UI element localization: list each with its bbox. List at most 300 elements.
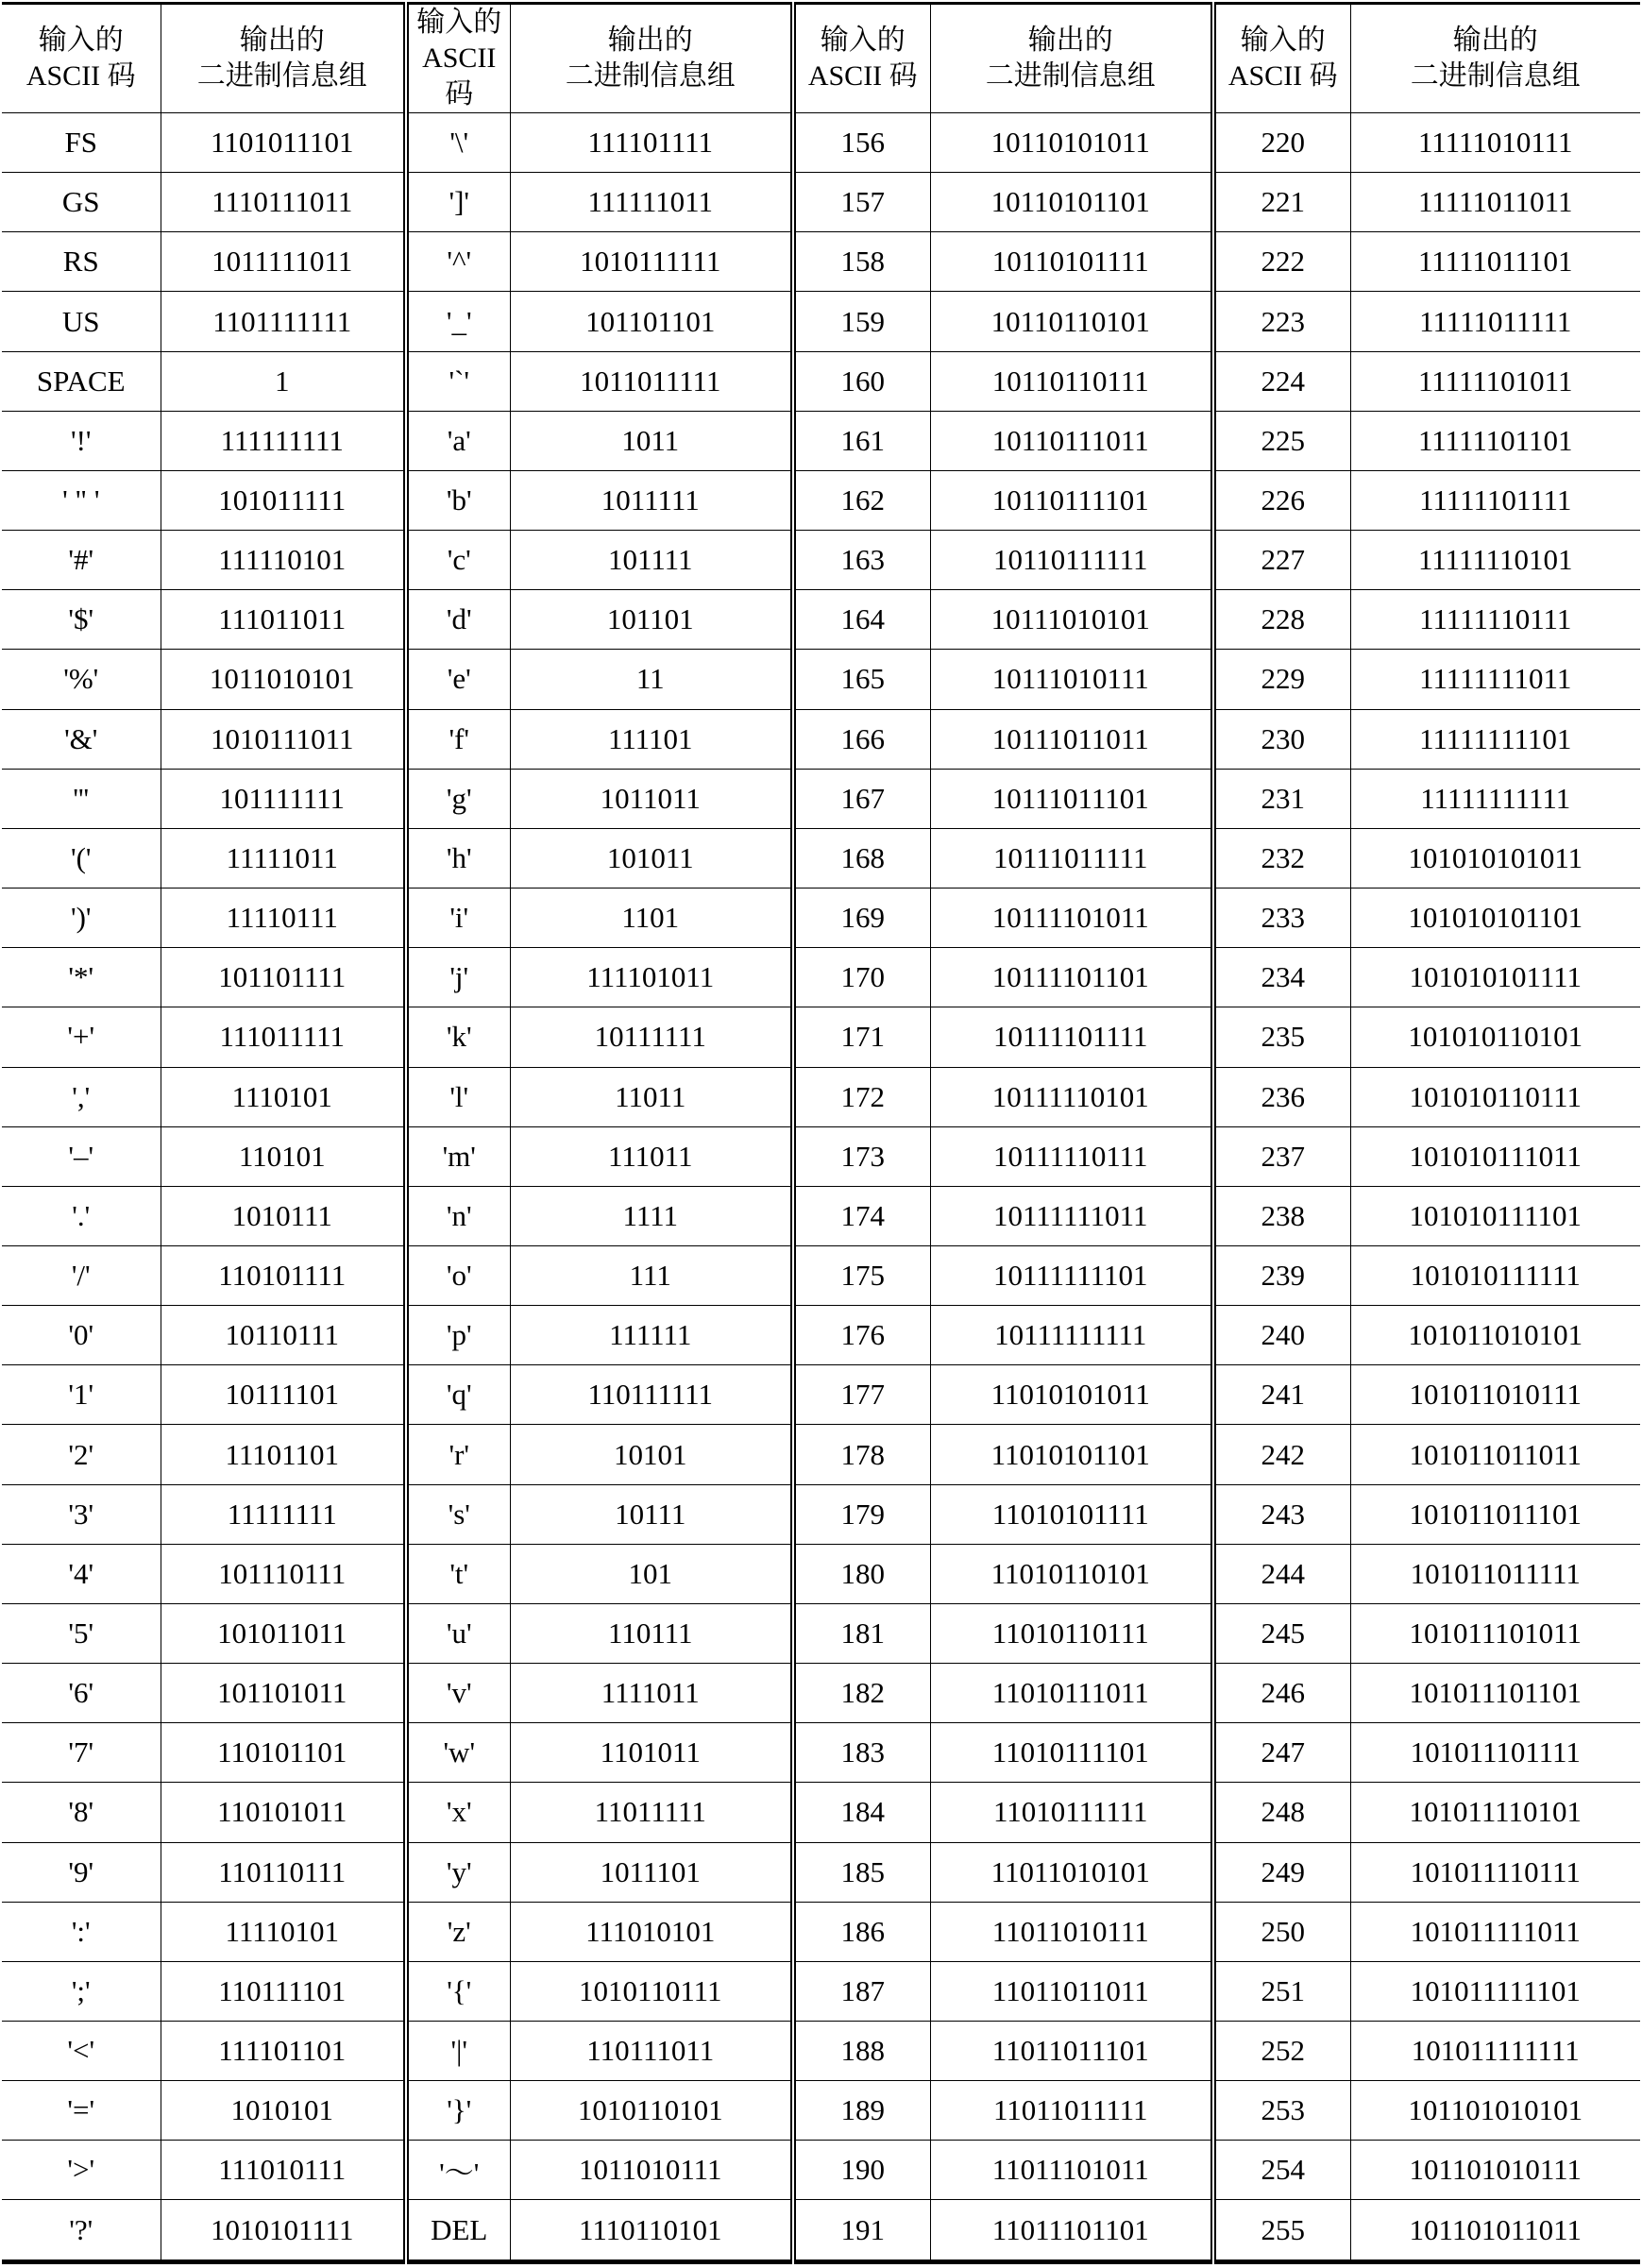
input-code-cell: 169 xyxy=(793,889,930,948)
table-row xyxy=(2,232,1640,292)
binary-group-cell: 101011010101 xyxy=(1350,1306,1640,1365)
input-code-cell: 158 xyxy=(793,232,930,292)
binary-group-cell: 101011110111 xyxy=(1350,1842,1640,1902)
binary-group-cell: 110101 xyxy=(161,1126,406,1186)
input-code-cell: '&' xyxy=(2,709,161,769)
input-code-cell: 235 xyxy=(1213,1007,1350,1067)
input-code-cell: 181 xyxy=(793,1603,930,1663)
input-code-cell: 182 xyxy=(793,1664,930,1723)
binary-group-cell: 111111 xyxy=(510,1306,793,1365)
binary-group-cell: 11111101111 xyxy=(1350,470,1640,530)
binary-group-cell: 110110111 xyxy=(161,1842,406,1902)
binary-group-cell: 11111111111 xyxy=(1350,769,1640,828)
table-row xyxy=(2,1664,1640,1723)
input-code-cell: 'a' xyxy=(406,411,510,470)
binary-group-cell: 11011101011 xyxy=(930,2141,1213,2200)
input-code-cell: US xyxy=(2,292,161,351)
input-code-cell: 225 xyxy=(1213,411,1350,470)
input-code-cell: 162 xyxy=(793,470,930,530)
binary-group-cell: 11010111101 xyxy=(930,1723,1213,1783)
binary-group-cell: 101011011 xyxy=(161,1603,406,1663)
input-code-cell: 180 xyxy=(793,1544,930,1603)
input-code-cell: 226 xyxy=(1213,470,1350,530)
header-line-1: 输入的 xyxy=(416,7,502,38)
binary-group-cell: 11010110111 xyxy=(930,1603,1213,1663)
binary-group-cell: 111101 xyxy=(510,709,793,769)
input-code-cell: 157 xyxy=(793,173,930,232)
binary-group-cell: 1010101 xyxy=(161,2081,406,2141)
binary-group-cell: 10111111101 xyxy=(930,1245,1213,1305)
input-code-cell: ';' xyxy=(2,1961,161,2021)
binary-group-cell: 101011 xyxy=(510,828,793,888)
input-code-cell: 160 xyxy=(793,351,930,411)
output-binary-header xyxy=(930,4,1213,113)
input-code-cell: ')' xyxy=(2,889,161,948)
table-row xyxy=(2,1723,1640,1783)
output-binary-header xyxy=(510,4,793,113)
binary-group-cell: 10111111011 xyxy=(930,1186,1213,1245)
input-code-cell: 163 xyxy=(793,531,930,590)
binary-group-cell: 111011011 xyxy=(161,590,406,650)
input-code-cell: '6' xyxy=(2,1664,161,1723)
input-code-cell: 248 xyxy=(1213,1783,1350,1842)
input-code-cell: '0' xyxy=(2,1306,161,1365)
binary-group-cell: 1010111 xyxy=(161,1186,406,1245)
binary-group-cell: 1011111 xyxy=(510,470,793,530)
binary-group-cell: 10111111 xyxy=(510,1007,793,1067)
binary-group-cell: 10111011111 xyxy=(930,828,1213,888)
input-code-cell: 167 xyxy=(793,769,930,828)
input-code-cell: 178 xyxy=(793,1425,930,1484)
input-code-cell: DEL xyxy=(406,2200,510,2262)
input-code-cell: 188 xyxy=(793,2022,930,2081)
binary-group-cell: 10111110101 xyxy=(930,1067,1213,1126)
binary-group-cell: 10110111011 xyxy=(930,411,1213,470)
input-code-cell: 'e' xyxy=(406,650,510,709)
table-body xyxy=(2,113,1640,2262)
input-code-cell: '/' xyxy=(2,1245,161,1305)
input-code-cell: '2' xyxy=(2,1425,161,1484)
binary-group-cell: 11101101 xyxy=(161,1425,406,1484)
input-code-cell: '1' xyxy=(2,1365,161,1425)
binary-group-cell: 101111 xyxy=(510,531,793,590)
binary-group-cell: 11010101011 xyxy=(930,1365,1213,1425)
input-code-cell: 220 xyxy=(1213,113,1350,173)
table-row xyxy=(2,948,1640,1007)
table-row xyxy=(2,1365,1640,1425)
binary-group-cell: 10111110111 xyxy=(930,1126,1213,1186)
input-code-cell: 234 xyxy=(1213,948,1350,1007)
table-row xyxy=(2,828,1640,888)
binary-group-cell: 101011010111 xyxy=(1350,1365,1640,1425)
table-row xyxy=(2,1126,1640,1186)
header-line-2: ASCII 码 xyxy=(422,42,497,110)
input-code-cell: 253 xyxy=(1213,2081,1350,2141)
binary-group-cell: 111010101 xyxy=(510,1902,793,1961)
input-code-cell: 168 xyxy=(793,828,930,888)
binary-group-cell: 10111 xyxy=(510,1484,793,1544)
input-code-cell: 190 xyxy=(793,2141,930,2200)
input-code-cell: 179 xyxy=(793,1484,930,1544)
input-code-cell: 233 xyxy=(1213,889,1350,948)
input-code-cell: ' " ' xyxy=(2,470,161,530)
input-code-cell: 'd' xyxy=(406,590,510,650)
input-code-cell: 164 xyxy=(793,590,930,650)
input-code-cell: '\' xyxy=(406,113,510,173)
binary-group-cell: 11010101111 xyxy=(930,1484,1213,1544)
header-line-2: 二进制信息组 xyxy=(1410,60,1581,92)
binary-group-cell: 10110101011 xyxy=(930,113,1213,173)
binary-group-cell: 11010101101 xyxy=(930,1425,1213,1484)
input-code-cell: 241 xyxy=(1213,1365,1350,1425)
input-code-cell: 'o' xyxy=(406,1245,510,1305)
input-code-cell: 171 xyxy=(793,1007,930,1067)
header-line-1: 输入的 xyxy=(38,25,124,56)
input-code-cell: 'g' xyxy=(406,769,510,828)
table-row xyxy=(2,411,1640,470)
table-row xyxy=(2,1484,1640,1544)
binary-group-cell: 101011011011 xyxy=(1350,1425,1640,1484)
binary-group-cell: 1101111111 xyxy=(161,292,406,351)
input-code-cell: '>' xyxy=(2,2141,161,2200)
input-code-cell: '8' xyxy=(2,1783,161,1842)
header-line-2: 二进制信息组 xyxy=(565,60,736,92)
input-code-cell: '`' xyxy=(406,351,510,411)
binary-group-cell: 1011111011 xyxy=(161,232,406,292)
input-code-cell: ''' xyxy=(2,769,161,828)
input-code-cell: 'x' xyxy=(406,1783,510,1842)
input-code-cell: '}' xyxy=(406,2081,510,2141)
output-binary-header xyxy=(1350,4,1640,113)
binary-group-cell: 10111101011 xyxy=(930,889,1213,948)
input-code-cell: 170 xyxy=(793,948,930,1007)
binary-group-cell: 11111011111 xyxy=(1350,292,1640,351)
binary-group-cell: 101011101111 xyxy=(1350,1723,1640,1783)
input-code-cell: 227 xyxy=(1213,531,1350,590)
binary-group-cell: 110101011 xyxy=(161,1783,406,1842)
binary-group-cell: 11111011101 xyxy=(1350,232,1640,292)
binary-group-cell: 11111101011 xyxy=(1350,351,1640,411)
binary-group-cell: 110111101 xyxy=(161,1961,406,2021)
input-code-cell: 244 xyxy=(1213,1544,1350,1603)
header-line-1: 输出的 xyxy=(1027,25,1113,56)
binary-group-cell: 10111101111 xyxy=(930,1007,1213,1067)
input-code-cell: '?' xyxy=(2,2200,161,2262)
binary-group-cell: 111101111 xyxy=(510,113,793,173)
input-code-cell: 191 xyxy=(793,2200,930,2262)
input-code-cell: 232 xyxy=(1213,828,1350,888)
binary-group-cell: 10110101111 xyxy=(930,232,1213,292)
binary-group-cell: 11011011011 xyxy=(930,1961,1213,2021)
input-code-cell: 159 xyxy=(793,292,930,351)
binary-group-cell: 101011101101 xyxy=(1350,1664,1640,1723)
binary-group-cell: 101010110101 xyxy=(1350,1007,1640,1067)
binary-group-cell: 1011011 xyxy=(510,769,793,828)
binary-group-cell: 101010101111 xyxy=(1350,948,1640,1007)
binary-group-cell: 11010110101 xyxy=(930,1544,1213,1603)
binary-group-cell: 1101 xyxy=(510,889,793,948)
binary-group-cell: 11110111 xyxy=(161,889,406,948)
input-code-cell: 239 xyxy=(1213,1245,1350,1305)
binary-group-cell: 1101011101 xyxy=(161,113,406,173)
table-row xyxy=(2,1544,1640,1603)
input-code-cell: 187 xyxy=(793,1961,930,2021)
input-code-cell: 237 xyxy=(1213,1126,1350,1186)
input-code-cell: ']' xyxy=(406,173,510,232)
binary-group-cell: 11 xyxy=(510,650,793,709)
input-code-cell: '^' xyxy=(406,232,510,292)
table-row xyxy=(2,2200,1640,2262)
binary-group-cell: 101010110111 xyxy=(1350,1067,1640,1126)
binary-group-cell: 101010111111 xyxy=(1350,1245,1640,1305)
binary-group-cell: 10110111101 xyxy=(930,470,1213,530)
binary-group-cell: 1010110101 xyxy=(510,2081,793,2141)
binary-group-cell: 11111011 xyxy=(161,828,406,888)
header-line-1: 输出的 xyxy=(607,25,693,56)
input-code-cell: 222 xyxy=(1213,232,1350,292)
binary-group-cell: 101101010101 xyxy=(1350,2081,1640,2141)
table-row xyxy=(2,470,1640,530)
binary-group-cell: 10110111 xyxy=(161,1306,406,1365)
header-line-1: 输出的 xyxy=(239,25,325,56)
binary-group-cell: 111110101 xyxy=(161,531,406,590)
binary-group-cell: 10111010111 xyxy=(930,650,1213,709)
table-row xyxy=(2,1186,1640,1245)
binary-group-cell: 1101011 xyxy=(510,1723,793,1783)
binary-group-cell: 11111111101 xyxy=(1350,709,1640,769)
table-row xyxy=(2,1783,1640,1842)
binary-group-cell: 101101101 xyxy=(510,292,793,351)
table-row xyxy=(2,650,1640,709)
input-code-cell: 'm' xyxy=(406,1126,510,1186)
input-code-cell: 'v' xyxy=(406,1664,510,1723)
binary-group-cell: 1011010101 xyxy=(161,650,406,709)
binary-group-cell: 111101011 xyxy=(510,948,793,1007)
binary-group-cell: 10111101101 xyxy=(930,948,1213,1007)
table-row xyxy=(2,351,1640,411)
input-code-cell: '$' xyxy=(2,590,161,650)
binary-group-cell: 101011011111 xyxy=(1350,1544,1640,1603)
binary-group-cell: 11011011111 xyxy=(930,2081,1213,2141)
header-line-2: 二进制信息组 xyxy=(985,60,1156,92)
input-code-cell: 251 xyxy=(1213,1961,1350,2021)
table-row xyxy=(2,1306,1640,1365)
header-line-2: ASCII 码 xyxy=(807,60,918,92)
input-code-cell: 'r' xyxy=(406,1425,510,1484)
binary-group-cell: 1010101111 xyxy=(161,2200,406,2262)
table-row xyxy=(2,709,1640,769)
binary-group-cell: 101010101101 xyxy=(1350,889,1640,948)
table-row xyxy=(2,1842,1640,1902)
input-code-cell: 223 xyxy=(1213,292,1350,351)
binary-group-cell: 11010111011 xyxy=(930,1664,1213,1723)
binary-group-cell: 110111 xyxy=(510,1603,793,1663)
binary-group-cell: 101011111101 xyxy=(1350,1961,1640,2021)
input-code-cell: 'l' xyxy=(406,1067,510,1126)
binary-group-cell: 10110110111 xyxy=(930,351,1213,411)
input-code-cell: 176 xyxy=(793,1306,930,1365)
table-row xyxy=(2,2081,1640,2141)
header-line-2: ASCII 码 xyxy=(25,60,136,92)
header-line-2: 二进制信息组 xyxy=(196,60,367,92)
input-code-cell: '<' xyxy=(2,2022,161,2081)
binary-group-cell: 1011101 xyxy=(510,1842,793,1902)
binary-group-cell: 101101011 xyxy=(161,1664,406,1723)
table-row xyxy=(2,1603,1640,1663)
table-row xyxy=(2,2141,1640,2200)
input-code-cell: 'i' xyxy=(406,889,510,948)
input-code-cell: 'h' xyxy=(406,828,510,888)
input-code-cell: 255 xyxy=(1213,2200,1350,2262)
input-code-cell: 'w' xyxy=(406,1723,510,1783)
input-code-cell: '7' xyxy=(2,1723,161,1783)
binary-group-cell: 10111011011 xyxy=(930,709,1213,769)
header-line-1: 输出的 xyxy=(1452,25,1538,56)
input-code-cell: RS xyxy=(2,232,161,292)
binary-group-cell: 11011 xyxy=(510,1067,793,1126)
binary-group-cell: 101111111 xyxy=(161,769,406,828)
binary-group-cell: 101 xyxy=(510,1544,793,1603)
table-row xyxy=(2,1245,1640,1305)
input-code-cell: ':' xyxy=(2,1902,161,1961)
input-code-cell: '(' xyxy=(2,828,161,888)
binary-group-cell: 111111111 xyxy=(161,411,406,470)
input-code-cell: 245 xyxy=(1213,1603,1350,1663)
binary-group-cell: 1110101 xyxy=(161,1067,406,1126)
input-code-cell: 'u' xyxy=(406,1603,510,1663)
header-line-1: 输入的 xyxy=(1240,25,1326,56)
input-code-cell: 230 xyxy=(1213,709,1350,769)
input-code-cell: 'p' xyxy=(406,1306,510,1365)
input-code-cell: 156 xyxy=(793,113,930,173)
binary-group-cell: 1111011 xyxy=(510,1664,793,1723)
input-code-cell: '*' xyxy=(2,948,161,1007)
input-code-cell: 'f' xyxy=(406,709,510,769)
binary-group-cell: 110101101 xyxy=(161,1723,406,1783)
input-code-cell: 221 xyxy=(1213,173,1350,232)
binary-group-cell: 101011111 xyxy=(161,470,406,530)
binary-group-cell: 1010111111 xyxy=(510,232,793,292)
binary-group-cell: 101011111111 xyxy=(1350,2022,1640,2081)
table-row xyxy=(2,531,1640,590)
binary-group-cell: 10111011101 xyxy=(930,769,1213,828)
binary-group-cell: 10110110101 xyxy=(930,292,1213,351)
table-row xyxy=(2,113,1640,173)
input-code-cell: '～' xyxy=(406,2141,510,2200)
input-code-cell: '_' xyxy=(406,292,510,351)
binary-group-cell: 111011111 xyxy=(161,1007,406,1067)
binary-group-cell: 10111010101 xyxy=(930,590,1213,650)
ascii-binary-code-table xyxy=(2,2,1640,2264)
input-code-cell: 236 xyxy=(1213,1067,1350,1126)
binary-group-cell: 111101101 xyxy=(161,2022,406,2081)
binary-group-cell: 110101111 xyxy=(161,1245,406,1305)
binary-group-cell: 1010111011 xyxy=(161,709,406,769)
input-code-cell: 186 xyxy=(793,1902,930,1961)
binary-group-cell: 101011110101 xyxy=(1350,1783,1640,1842)
input-code-cell: '3' xyxy=(2,1484,161,1544)
binary-group-cell: 1011011111 xyxy=(510,351,793,411)
input-ascii-header xyxy=(2,4,161,113)
binary-group-cell: 10110111111 xyxy=(930,531,1213,590)
input-code-cell: 'k' xyxy=(406,1007,510,1067)
table-row xyxy=(2,1902,1640,1961)
binary-group-cell: 11111111 xyxy=(161,1484,406,1544)
binary-group-cell: 11110101 xyxy=(161,1902,406,1961)
input-code-cell: '.' xyxy=(2,1186,161,1245)
binary-group-cell: 101011101011 xyxy=(1350,1603,1640,1663)
table-row xyxy=(2,292,1640,351)
binary-group-cell: 111111011 xyxy=(510,173,793,232)
input-code-cell: '=' xyxy=(2,2081,161,2141)
binary-group-cell: 10111101 xyxy=(161,1365,406,1425)
input-code-cell: SPACE xyxy=(2,351,161,411)
binary-group-cell: 111011 xyxy=(510,1126,793,1186)
binary-group-cell: 10101 xyxy=(510,1425,793,1484)
input-code-cell: 177 xyxy=(793,1365,930,1425)
input-code-cell: 'z' xyxy=(406,1902,510,1961)
binary-group-cell: 101101 xyxy=(510,590,793,650)
binary-group-cell: 11011010111 xyxy=(930,1902,1213,1961)
binary-group-cell: 11111101101 xyxy=(1350,411,1640,470)
input-code-cell: 240 xyxy=(1213,1306,1350,1365)
input-code-cell: 231 xyxy=(1213,769,1350,828)
binary-group-cell: 11111110111 xyxy=(1350,590,1640,650)
header-line-1: 输入的 xyxy=(820,25,906,56)
input-code-cell: 252 xyxy=(1213,2022,1350,2081)
table-row xyxy=(2,590,1640,650)
table-row xyxy=(2,1067,1640,1126)
binary-group-cell: 1011 xyxy=(510,411,793,470)
binary-group-cell: 110111111 xyxy=(510,1365,793,1425)
input-code-cell: '9' xyxy=(2,1842,161,1902)
binary-group-cell: 101101111 xyxy=(161,948,406,1007)
input-code-cell: GS xyxy=(2,173,161,232)
binary-group-cell: 110111011 xyxy=(510,2022,793,2081)
binary-group-cell: 1111 xyxy=(510,1186,793,1245)
input-code-cell: 166 xyxy=(793,709,930,769)
binary-group-cell: 1110111011 xyxy=(161,173,406,232)
input-code-cell: 'j' xyxy=(406,948,510,1007)
table-row xyxy=(2,769,1640,828)
input-code-cell: 174 xyxy=(793,1186,930,1245)
input-code-cell: 'y' xyxy=(406,1842,510,1902)
binary-group-cell: 111 xyxy=(510,1245,793,1305)
header-line-2: ASCII 码 xyxy=(1227,60,1338,92)
binary-group-cell: 11111010111 xyxy=(1350,113,1640,173)
binary-group-cell: 101101011011 xyxy=(1350,2200,1640,2262)
table-row xyxy=(2,2022,1640,2081)
input-code-cell: 't' xyxy=(406,1544,510,1603)
input-code-cell: 254 xyxy=(1213,2141,1350,2200)
input-code-cell: '|' xyxy=(406,2022,510,2081)
binary-group-cell: 101101010111 xyxy=(1350,2141,1640,2200)
input-code-cell: 183 xyxy=(793,1723,930,1783)
binary-group-cell: 1010110111 xyxy=(510,1961,793,2021)
table-row xyxy=(2,1961,1640,2021)
table-row xyxy=(2,889,1640,948)
input-code-cell: '5' xyxy=(2,1603,161,1663)
input-code-cell: 173 xyxy=(793,1126,930,1186)
input-code-cell: ',' xyxy=(2,1067,161,1126)
input-code-cell: 249 xyxy=(1213,1842,1350,1902)
input-code-cell: 165 xyxy=(793,650,930,709)
input-code-cell: 184 xyxy=(793,1783,930,1842)
binary-group-cell: 11011010101 xyxy=(930,1842,1213,1902)
binary-group-cell: 11010111111 xyxy=(930,1783,1213,1842)
input-code-cell: '#' xyxy=(2,531,161,590)
binary-group-cell: 11011011101 xyxy=(930,2022,1213,2081)
